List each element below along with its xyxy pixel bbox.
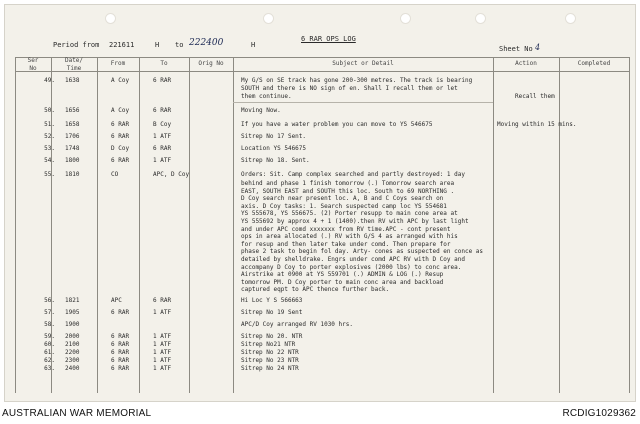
row-subject: Sitrep No 22 NTR (241, 349, 299, 356)
row-subject: Sitrep No 24 NTR (241, 365, 299, 372)
col-head-subject: Subject or Detail (332, 60, 394, 67)
orders-line: ops in area allocated (.) RV with G/S 4 as arranged with his (241, 233, 458, 241)
table-row (15, 309, 635, 319)
row-from: 6 RAR (111, 341, 130, 348)
row-time: 1821 (65, 297, 80, 304)
row-subject-cont: SOUTH and there is NO sign of en. Shall I recall them or let (241, 85, 458, 92)
row-subject: Orders: Sit. Camp complex searched and partly destroyed: 1 day (241, 171, 465, 178)
punch-hole (565, 13, 576, 24)
row-action: Recall them (515, 93, 555, 100)
col-head-action: Action (515, 60, 537, 67)
sheet-number: 4 (535, 43, 541, 52)
row-subject: APC/D Coy arranged RV 1030 hrs. (241, 321, 353, 328)
row-subject-cont: them continue. (241, 93, 292, 100)
row-time: 1656 (65, 107, 80, 114)
orders-line: EAST, SOUTH EAST and SOUTH this loc. South to 69 NORTHING . (241, 187, 455, 195)
row-from: 6 RAR (111, 309, 130, 316)
row-subject: Sitrep No 17 Sent. (241, 133, 307, 140)
row-to: 6 RAR (153, 77, 172, 84)
orders-line: captured eqpt to APC thence further back. (241, 286, 390, 294)
row-from: 6 RAR (111, 333, 130, 340)
orders-line: tomorrow PM. D Coy porter to main conc area and backload (241, 278, 444, 286)
row-to: 6 RAR (153, 297, 172, 304)
archive-credit: AUSTRALIAN WAR MEMORIAL (2, 408, 152, 419)
row-time: 1810 (65, 171, 80, 178)
table-row (15, 321, 635, 331)
table-row (15, 133, 635, 143)
row-ser: 63. (44, 365, 55, 372)
row-subject: Hi Loc Y S 566663 (241, 297, 303, 304)
row-to: 1 ATF (153, 349, 172, 356)
row-ser: 55. (44, 171, 55, 178)
row-to: 1 ATF (153, 309, 172, 316)
row-ser: 50. (44, 107, 55, 114)
period-to: 222400 (189, 38, 224, 48)
row-ser: 57. (44, 309, 55, 316)
row-subject: My G/S on SE track has gone 200-300 metres. The track is bearing (241, 77, 473, 84)
orders-line: axis. D Coy tasks: 1. Search suspected camp loc YS 554681 (241, 202, 447, 210)
row-to: 1 ATF (153, 133, 172, 140)
row-ser: 53. (44, 145, 55, 152)
row-to: 6 RAR (153, 107, 172, 114)
row-from: 6 RAR (111, 157, 130, 164)
row-from: A Coy (111, 107, 130, 114)
row-subject: Moving Now. (241, 107, 281, 114)
row-ser: 54. (44, 157, 55, 164)
row-ser: 61. (44, 349, 55, 356)
archive-id: RCDIG1029362 (562, 408, 636, 419)
row-from: A Coy (111, 77, 130, 84)
orders-line: YS 555692 by approx 4 + 1 (1400).then RV with APC by last light (241, 217, 469, 225)
row-ser: 62. (44, 357, 55, 364)
col-head-datetime: Date/ Time (64, 57, 84, 72)
row-time: 1900 (65, 321, 80, 328)
row-time: 2000 (65, 333, 80, 340)
row-to: 6 RAR (153, 145, 172, 152)
row-ser: 49. (44, 77, 55, 84)
row-ser: 58. (44, 321, 55, 328)
log-sheet (4, 4, 636, 402)
row-time: 1658 (65, 121, 80, 128)
row-time: 2300 (65, 357, 80, 364)
row-time: 2400 (65, 365, 80, 372)
col-head-completed: Completed (577, 60, 611, 67)
orders-line: detailed by shelldrake. Engrs under comd APC RV with D Coy and (241, 255, 465, 263)
orders-line: YS 555678, YS 556675. (2) Porter resupp to main cone area at (241, 210, 458, 218)
row-from: D Coy (111, 145, 130, 152)
row-time: 1638 (65, 77, 80, 84)
col-head-to: To (160, 60, 168, 67)
row-time: 1800 (65, 157, 80, 164)
row-ser: 51. (44, 121, 55, 128)
punch-hole (105, 13, 116, 24)
row-from: 6 RAR (111, 121, 130, 128)
orders-line: behind and phase 1 finish tomorrow (.) Tomorrow search area (241, 180, 455, 187)
orders-line: D Coy search near present loc. A, B and C Coys search on (241, 195, 444, 203)
row-subject: Sitrep No 20. NTR (241, 333, 303, 340)
row-subject: Sitrep No 18. Sent. (241, 157, 310, 164)
row-to: 1 ATF (153, 357, 172, 364)
row-subject: If you have a water problem you can move to YS 546675 (241, 121, 433, 128)
row-subject: Sitrep No 23 NTR (241, 357, 299, 364)
table-row (15, 107, 635, 117)
row-time: 1748 (65, 145, 80, 152)
orders-line: Airstrike at 0900 at YS 559701 (.) ADMIN & LOG (.) Resup (241, 271, 444, 279)
row-to: 1 ATF (153, 157, 172, 164)
row-time: 1706 (65, 133, 80, 140)
punch-hole (475, 13, 486, 24)
orders-detail (241, 180, 483, 294)
row-from: 6 RAR (111, 365, 130, 372)
row-from: APC (111, 297, 122, 304)
period-to-label: to (175, 41, 184, 49)
row-subject: Sitrep No 19 Sent (241, 309, 303, 316)
period-from-h: H (155, 41, 160, 49)
period-label: Period from (53, 41, 100, 49)
col-head-from: From (110, 60, 126, 67)
table-row (15, 121, 635, 131)
row-to: 1 ATF (153, 333, 172, 340)
col-head-orig: Orig No (198, 60, 224, 67)
row-from: 6 RAR (111, 133, 130, 140)
row-ser: 59. (44, 333, 55, 340)
punch-hole (400, 13, 411, 24)
sheet-label: Sheet No (499, 45, 533, 53)
orders-line: phase 2 task to begin fol day. Arty- cones as suspected en conce as (241, 248, 484, 256)
period-to-h: H (251, 41, 256, 49)
row-time: 2200 (65, 349, 80, 356)
period-from: 221611 (109, 41, 135, 49)
row-to: 1 ATF (153, 365, 172, 372)
row-time: 1905 (65, 309, 80, 316)
row-to: APC, D Coy (153, 171, 190, 178)
orders-line: and under APC comd xxxxxxx from RV time.APC - cont present (241, 225, 451, 233)
table-row (15, 297, 635, 307)
row-ser: 52. (44, 133, 55, 140)
row-action: Moving within 15 mins. (497, 121, 577, 128)
row-ser: 60. (44, 341, 55, 348)
row-rule (233, 102, 493, 103)
table-row (15, 365, 635, 375)
row-from: CO (111, 171, 119, 178)
row-subject: Sitrep No21 NTR (241, 341, 296, 348)
row-from: 6 RAR (111, 349, 130, 356)
row-time: 2100 (65, 341, 80, 348)
row-from: 6 RAR (111, 357, 130, 364)
table-row (15, 157, 635, 167)
punch-hole (263, 13, 274, 24)
table-row (15, 145, 635, 155)
orders-line: accompany D Coy to porter explosives (2000 lbs) to conc area. (241, 263, 462, 271)
row-subject: Location YS 546675 (241, 145, 307, 152)
row-to: B Coy (153, 121, 172, 128)
log-title: 6 RAR OPS LOG (301, 35, 356, 43)
row-to: 1 ATF (153, 341, 172, 348)
col-head-ser: Ser No (27, 57, 39, 72)
row-ser: 56. (44, 297, 55, 304)
orders-line: for resup and then later take under comd. Then prepare for (241, 240, 451, 248)
